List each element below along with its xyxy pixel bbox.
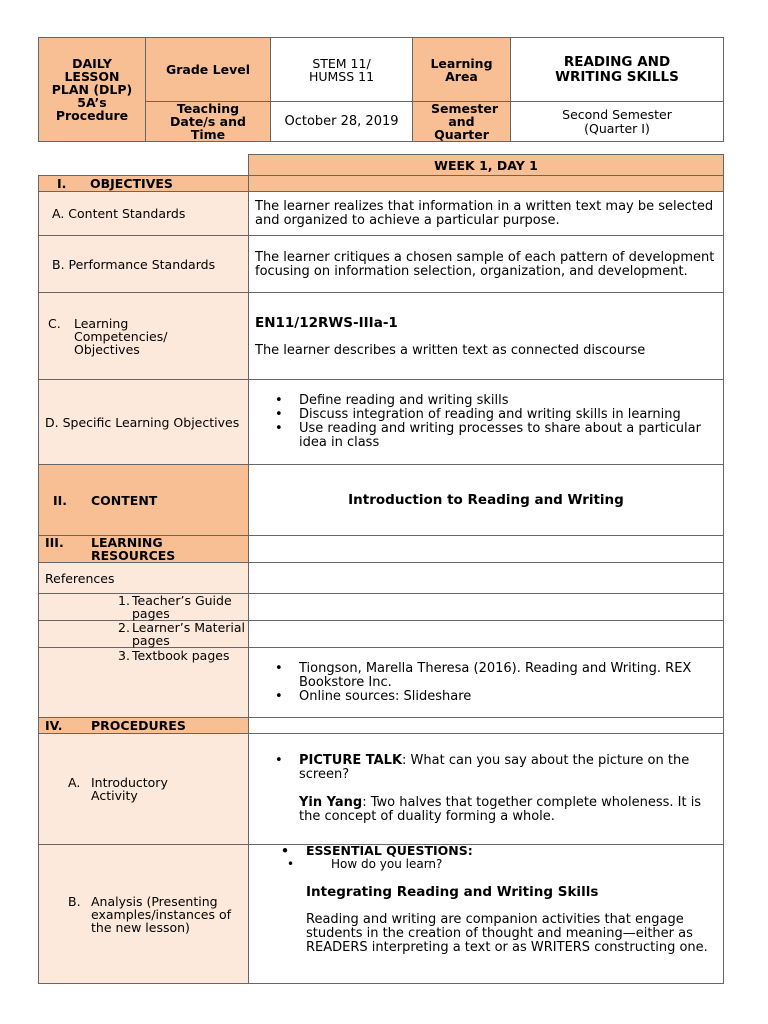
procedures-heading: [39, 718, 249, 734]
content-heading: [39, 465, 249, 536]
main-table: [38, 154, 724, 984]
procedures-right: [249, 718, 724, 734]
specific-objectives-label: D. Specific Learning Objectives: [39, 380, 249, 465]
teachers-guide-cell: [39, 594, 249, 621]
competencies-letter: C.: [48, 315, 61, 331]
week-day: WEEK 1, DAY 1: [249, 155, 724, 176]
item-number: 2.: [118, 620, 130, 635]
essential-sub-question: [249, 858, 723, 871]
objectives-num: I.: [57, 176, 67, 191]
competencies-label: Learning Competencies/ Objectives: [74, 315, 168, 357]
item-label: Teacher’s Guide pages: [132, 593, 232, 621]
item-number: 1.: [118, 593, 130, 608]
analysis-cell: [249, 845, 724, 984]
list-item: • Use reading and writing processes to share about a particular idea in class: [299, 422, 723, 450]
learning-area-label: Learning Area: [413, 38, 511, 102]
procedures-title: PROCEDURES: [91, 718, 186, 733]
objectives-heading-right: [249, 176, 724, 192]
competencies-cell: [249, 293, 724, 380]
list-item: • Discuss integration of reading and writing skills in learning: [299, 408, 723, 422]
teachers-guide-value: [249, 594, 724, 621]
grade-level-value: STEM 11/ HUMSS 11: [271, 38, 413, 102]
item-label: Learner’s Material pages: [132, 620, 246, 648]
picture-talk-label: PICTURE TALK: [299, 753, 403, 768]
textbook-refs-cell: [249, 648, 724, 718]
resources-right: [249, 536, 724, 563]
specific-objectives-cell: [249, 380, 724, 465]
list-item: [118, 593, 252, 621]
content-num: II.: [53, 492, 68, 508]
semester-value: Second Semester (Quarter I): [511, 102, 724, 142]
item-label: Textbook pages: [132, 648, 230, 663]
resources-title: LEARNING RESOURCES: [91, 535, 176, 563]
integrating-title: Integrating Reading and Writing Skills: [306, 884, 599, 900]
list-item: [118, 620, 262, 648]
content-title: CONTENT: [91, 492, 158, 508]
specific-objectives-list: [249, 394, 723, 450]
list-item: • Tiongson, Marella Theresa (2016). Reading and Writing. REX Bookstore Inc.: [299, 662, 723, 690]
list-item: • Online sources: Slideshare: [299, 690, 723, 704]
teaching-date-label: Teaching Date/s and Time: [146, 102, 271, 142]
performance-standards-value: The learner critiques a chosen sample of each pattern of development focusing on information selection, organization, and development.: [249, 236, 724, 293]
references-right: [249, 563, 724, 594]
grade-level-label: Grade Level: [146, 38, 271, 102]
picture-talk-text: : What can you say about the picture on the screen?: [299, 753, 690, 782]
intro-activity-list: [249, 754, 723, 782]
learners-material-value: [249, 621, 724, 648]
intro-activity-cell: [249, 734, 724, 845]
yin-yang-label: Yin Yang: [299, 795, 363, 810]
blank-cell: [39, 155, 249, 176]
yin-yang-paragraph: [249, 796, 723, 824]
intro-letter: A.: [68, 775, 81, 790]
semester-label: Semester and Quarter: [413, 102, 511, 142]
teaching-date-value: October 28, 2019: [271, 102, 413, 142]
intro-activity-label-cell: [39, 734, 249, 845]
objectives-title: OBJECTIVES: [90, 176, 173, 191]
analysis-label: Analysis (Presenting examples/instances of the new lesson): [91, 893, 232, 935]
objectives-heading: [39, 176, 249, 192]
content-standards-value: The learner realizes that information in a written text may be selected and organized to achieve a particular purpose.: [249, 192, 724, 236]
competencies-value: The learner describes a written text as connected discourse: [255, 342, 646, 358]
list-item: [299, 754, 723, 782]
header-table: [38, 37, 724, 142]
integrating-text: Reading and writing are companion activities that engage students in the creation of thought and meaning—either as READERS interpreting a text or as WRITERS constructing one.: [306, 912, 708, 955]
list-item: [118, 648, 248, 663]
essential-questions-list: [249, 844, 723, 858]
analysis-letter: B.: [68, 893, 81, 909]
item-number: 3.: [118, 648, 130, 663]
textbook-cell: [39, 648, 249, 718]
procedures-num: IV.: [45, 718, 63, 733]
essential-sub-text: How do you learn?: [331, 857, 443, 871]
dlp-title: DAILY LESSON PLAN (DLP) 5A’s Procedure: [39, 38, 146, 142]
performance-standards-label: B. Performance Standards: [39, 236, 249, 293]
resources-heading: [39, 536, 249, 563]
learning-area-value: READING AND WRITING SKILLS: [511, 38, 724, 102]
competencies-code: EN11/12RWS-IIIa-1: [255, 314, 398, 331]
list-item: • Define reading and writing skills: [299, 394, 723, 408]
essential-questions: • ESSENTIAL QUESTIONS:: [306, 844, 723, 858]
learners-material-cell: [39, 621, 249, 648]
references-label: References: [39, 563, 249, 594]
intro-label: Introductory Activity: [91, 775, 168, 803]
yin-yang-text: : Two halves that together complete wholeness. It is the concept of duality forming a whole.: [299, 795, 702, 824]
resources-num: III.: [45, 535, 64, 550]
competencies-label-cell: [39, 293, 249, 380]
textbook-refs-list: [249, 662, 723, 704]
content-value: Introduction to Reading and Writing: [249, 465, 724, 536]
content-standards-label: A. Content Standards: [39, 192, 249, 236]
analysis-label-cell: [39, 845, 249, 984]
